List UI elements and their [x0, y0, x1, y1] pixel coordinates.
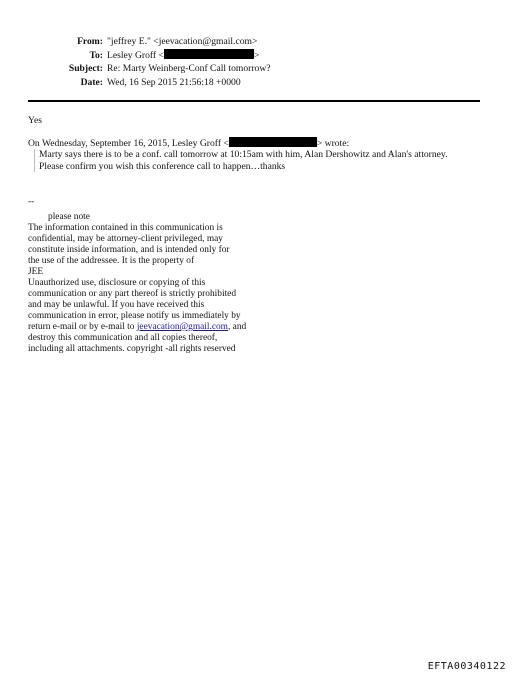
email-link[interactable]: jeevacation@gmail.com [136, 322, 228, 332]
disclaimer-line: constitute inside information, and is intended only for [28, 245, 230, 255]
redaction-box [164, 49, 254, 59]
header-divider [28, 100, 480, 102]
disclaimer-email-line [28, 322, 246, 333]
disclaimer-line: The information contained in this communication is [28, 223, 223, 233]
to-value-suffix: > [253, 49, 260, 61]
disclaimer-line: the use of the addressee. It is the property of [28, 256, 195, 266]
redaction-box [229, 137, 317, 147]
date-row [0, 76, 512, 90]
email-line-suffix: , and [227, 322, 247, 332]
subject-row [0, 62, 512, 76]
disclaimer-line: confidential, may be attorney-client privileged, may [28, 234, 223, 244]
signature-block [28, 197, 246, 355]
date-value: Wed, 16 Sep 2015 21:56:18 +0000 [107, 76, 241, 88]
from-label: From: [77, 36, 103, 47]
email-line-prefix: return e-mail or by e-mail to [28, 322, 137, 332]
to-row [0, 49, 512, 63]
quoted-message [34, 149, 488, 171]
quoted-line: Please confirm you wish this conference call to happen…thanks [39, 160, 286, 172]
disclaimer-line: communication in error, please notify us immediately by [28, 311, 241, 321]
to-label: To: [89, 49, 103, 61]
reply-text: Yes [28, 115, 42, 126]
from-value: "jeffrey E." <jeevacation@gmail.com> [107, 36, 258, 47]
disclaimer-line: destroy this communication and all copies thereof, [28, 333, 218, 343]
attribution-line [28, 137, 488, 149]
from-row [0, 35, 512, 49]
disclaimer-line: and may be unlawful. If you have received this [28, 300, 205, 310]
disclaimer-line: communication or any part thereof is strictly prohibited [28, 289, 237, 299]
disclaimer-line: including all attachments. copyright -all rights reserved [28, 344, 236, 354]
subject-value: Re: Marty Weinberg-Conf Call tomorrow? [107, 63, 271, 75]
disclaimer-line: Unauthorized use, disclosure or copying of this [28, 278, 206, 288]
signature-note: please note [48, 212, 90, 222]
document-id: EFTA00340122 [427, 661, 506, 672]
attribution-suffix: > wrote: [316, 138, 350, 150]
subject-label: Subject: [68, 63, 103, 75]
attribution-prefix: On Wednesday, September 16, 2015, Lesley Groff < [28, 138, 229, 150]
quoted-line: Marty says there is to be a conf. call tomorrow at 10:15am with him, Alan Dershowitz and Alan's attorney. [39, 149, 448, 161]
date-label: Date: [80, 76, 103, 88]
email-header [0, 35, 512, 89]
signature-dashes: -- [28, 197, 35, 207]
to-value-prefix: Lesley Groff < [107, 49, 164, 61]
message-body [28, 115, 488, 172]
disclaimer-line: JEE [28, 267, 44, 277]
